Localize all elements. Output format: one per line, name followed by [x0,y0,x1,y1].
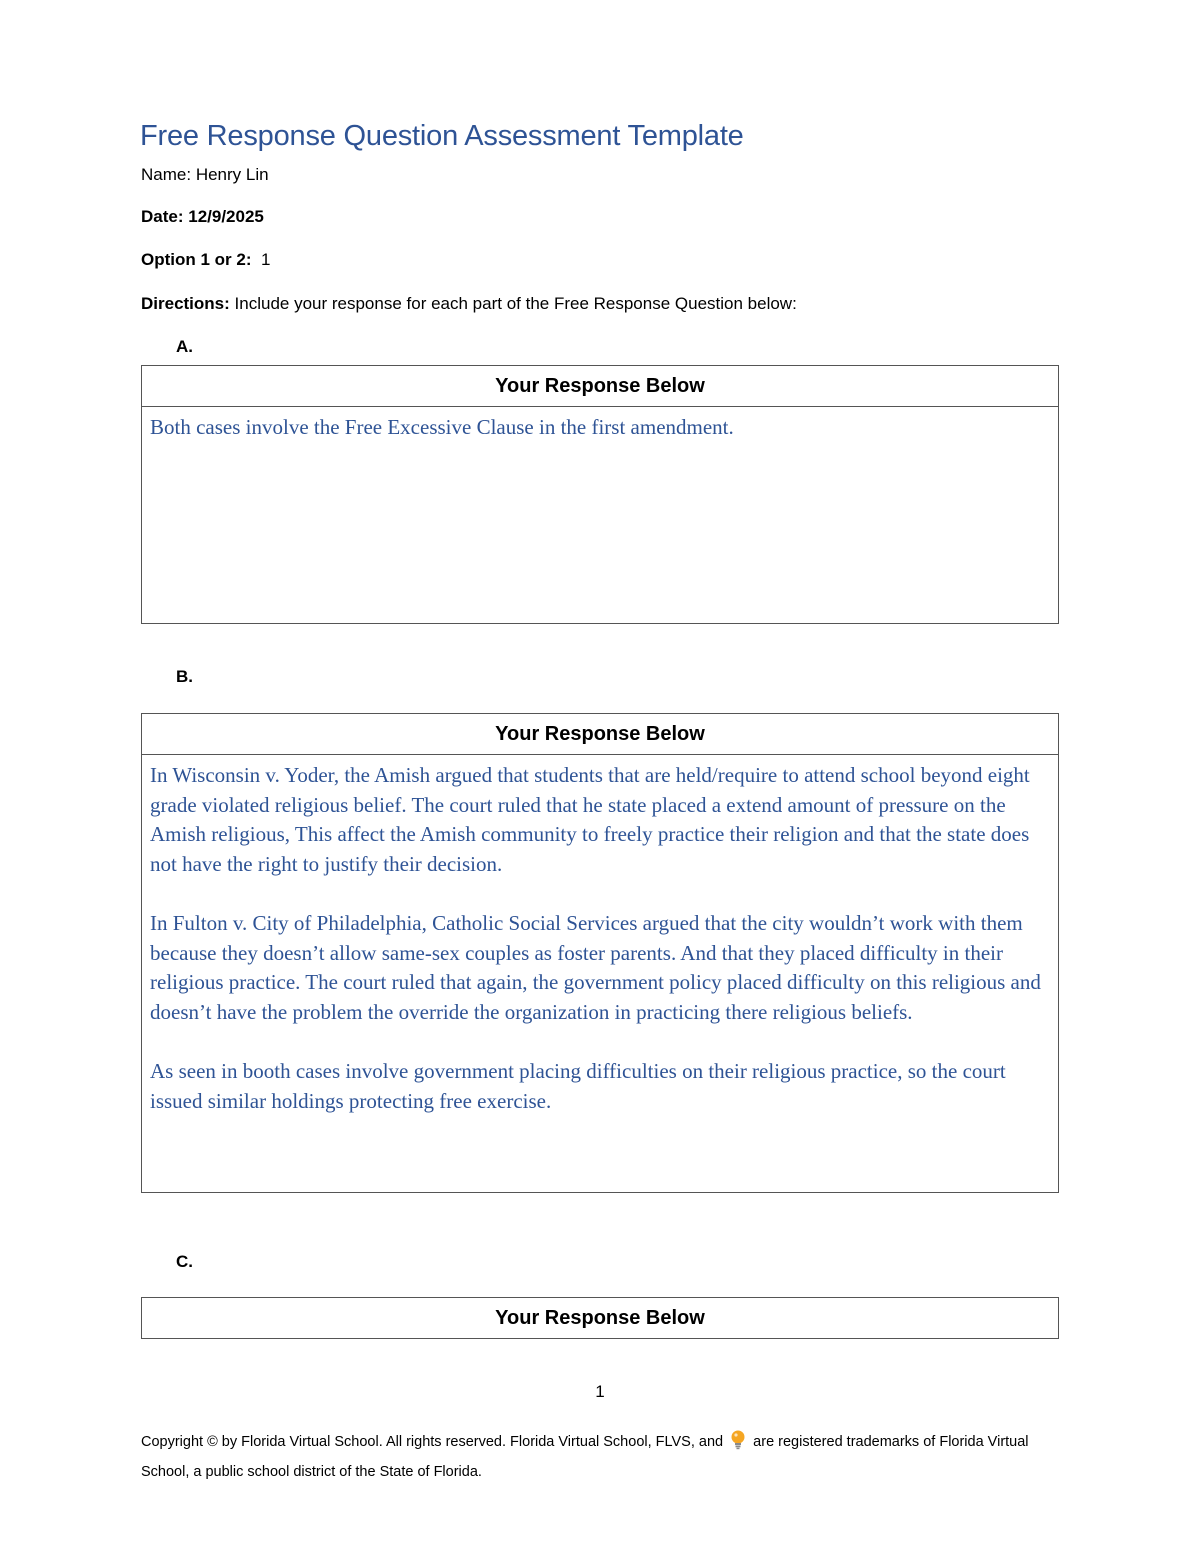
copyright-text-part1: Copyright © by Florida Virtual School. All rights reserved. Florida Virtual School, FLVS, and [141,1434,724,1450]
option-value: 1 [260,250,271,269]
part-b-response-table [141,713,1059,1193]
part-b-paragraph-2: In Fulton v. City of Philadelphia, Catholic Social Services argued that the city wouldn’t work with them because they doesn’t allow same-sex couples as foster parents. And that they placed difficulty in their religious practice. The court ruled that again, the government policy placed difficulty on this religious and doesn’t have the problem the override the organization in practicing there religious beliefs. [150,910,1041,1024]
option-label: Option 1 or 2: [141,250,252,269]
name-label: Name: [141,165,192,184]
page-number: 1 [595,1382,605,1401]
date-label: Date: [141,207,184,226]
directions-line [141,294,797,314]
part-b-label: B. [176,667,193,686]
copyright-text-part2: are registered trademarks of Florida Virtual School, a public school district of the State of Florida. [141,1434,1029,1480]
part-c-response-table [141,1297,1059,1339]
part-c-header: Your Response Below [495,1307,705,1329]
part-a-response-table [141,365,1059,624]
name-line [141,165,269,185]
part-b-paragraph-1: In Wisconsin v. Yoder, the Amish argued that students that are held/require to attend school beyond eight grade violated religious belief. The court ruled that he state placed a extend amount of pressure on the Amish religious, This affect the Amish community to freely practice their religion and that the state does not have the right to justify their decision. [150,763,1030,876]
directions-label: Directions: [141,294,230,313]
directions-text: Include your response for each part of the Free Response Question below: [234,294,797,313]
part-c-label: C. [176,1252,193,1271]
date-line [141,207,264,227]
date-value: 12/9/2025 [188,207,264,226]
part-a-response-body[interactable] [142,407,1058,443]
part-a-paragraph-1: Both cases involve the Free Excessive Clause in the first amendment. [150,415,734,439]
part-b-header: Your Response Below [142,714,1058,755]
option-line [141,250,270,270]
page-title: Free Response Question Assessment Template [140,120,744,152]
part-a-label: A. [176,337,193,356]
part-a-header: Your Response Below [142,366,1058,407]
part-b-response-body[interactable] [142,755,1058,1116]
flvs-lightbulb-logo-icon [730,1430,746,1450]
copyright-notice [141,1427,1041,1487]
part-b-paragraph-3: As seen in booth cases involve government placing difficulties on their religious practice, so the court issued similar holdings protecting free exercise. [150,1058,1006,1113]
name-value: Henry Lin [195,165,269,184]
